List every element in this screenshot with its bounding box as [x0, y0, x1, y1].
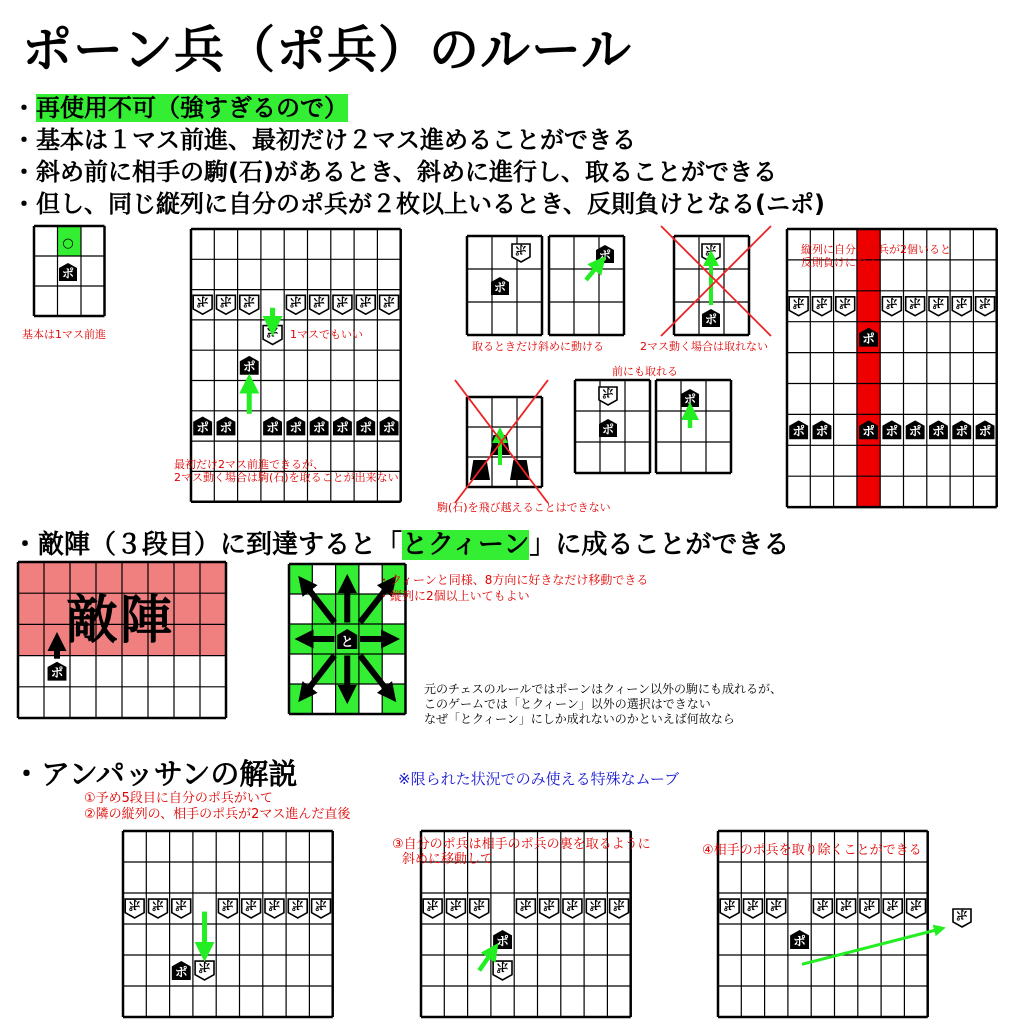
enemy-pawn-label: ポ [746, 897, 760, 913]
promotion-heading [12, 524, 789, 561]
enemy-pawn-label: ポ [838, 295, 852, 311]
enemy-pawn [540, 898, 559, 918]
enemy-pawn [976, 295, 995, 315]
enemy-pawn [125, 898, 144, 918]
own-pawn [193, 417, 212, 436]
enemy-pawn [860, 898, 879, 918]
caption-no-capture-two: 2マス動く場合は取れない [640, 340, 768, 353]
own-pawn-label: ポ [289, 419, 303, 435]
promotion-heading-highlight: とクィーン [402, 530, 530, 560]
own-pawn [599, 419, 617, 437]
enemy-pawn-label: ポ [268, 897, 281, 913]
own-pawn [702, 309, 720, 327]
own-pawn-label: ポ [862, 331, 875, 347]
own-pawn [491, 277, 509, 295]
enemy-pawn [493, 960, 512, 980]
enemy-pawn-label: ポ [566, 897, 579, 913]
en-passant-heading: ・アンパッサンの解説 [12, 757, 298, 791]
enemy-pawn-label: ポ [359, 293, 373, 309]
enemy-pawn-label: ポ [955, 295, 969, 311]
green-arrow [586, 263, 600, 280]
own-pawn [333, 417, 352, 436]
board-nipo [787, 229, 997, 507]
enemy-pawn [720, 898, 739, 918]
own-pawn-label: ポ [932, 423, 945, 439]
enemy-pawn [218, 898, 237, 918]
enemy-pawn-label: ポ [128, 897, 141, 913]
own-pawn [59, 263, 77, 281]
own-pawn [882, 420, 901, 439]
enemy-pawn [953, 907, 971, 927]
enemy-pawn [883, 898, 902, 918]
enemy-pawn-label: ポ [449, 897, 463, 913]
caption-diagonal-capture: 取るときだけ斜めに動ける [472, 340, 604, 353]
enemy-pawn [356, 294, 375, 314]
enemy-pawn-label: ポ [291, 897, 305, 913]
enemy-pawn-label: ポ [336, 293, 349, 309]
enemy-pawn-label: ポ [885, 295, 899, 311]
own-pawn-label: ポ [885, 423, 899, 439]
queen-caption-line1: ・クィーンと同様、8方向に好きなだけ移動できる [378, 573, 649, 587]
enemy-pawn [217, 294, 236, 314]
enemy-pawn-label: ポ [221, 897, 235, 913]
enemy-pawn-label: ポ [266, 324, 279, 340]
promoted-piece-label: と [340, 635, 354, 650]
enemy-pawn [310, 294, 329, 314]
en-passant-step1: ①予め5段目に自分のポ兵がいて [84, 791, 273, 806]
own-pawn-label: ポ [50, 665, 64, 681]
enemy-pawn [172, 898, 191, 918]
en-passant-step4: ④相手のポ兵を取り除くことができる [702, 843, 922, 858]
own-pawn-label: ポ [815, 423, 829, 439]
stone-piece-body [510, 460, 530, 480]
promotion-note-line1: 元のチェスのルールではポーンはクィーン以外の駒にも成れるが、 [424, 682, 782, 696]
own-pawn-label: ポ [601, 422, 615, 437]
own-pawn [952, 420, 971, 439]
rule-no-reuse-highlight: 再使用不可（強すぎるので） [36, 94, 348, 122]
enemy-pawn-label: ポ [769, 897, 783, 913]
promotion-note-line3: なぜ「とクィーン」にしか成れないのかといえば何故なら [424, 712, 735, 726]
own-pawn [240, 356, 259, 375]
own-pawn-label: ポ [793, 933, 806, 949]
own-pawn-label: ポ [598, 248, 612, 263]
enemy-pawn [813, 898, 832, 918]
enemy-pawn [813, 295, 832, 315]
enemy-pawn-label: ポ [472, 897, 486, 913]
rule-diagonal-capture: ・斜め前に相手の駒(石)があるとき、斜めに進行し、取ることができる [12, 158, 777, 186]
en-passant-step2: ②隣の縦列の、相手のポ兵が2マス進んだ直後 [84, 807, 351, 822]
enemy-pawn-label: ポ [174, 897, 188, 913]
enemy-pawn [789, 295, 808, 315]
own-pawn-label: ポ [61, 266, 75, 281]
enemy-pawn-label: ポ [542, 897, 556, 913]
enemy-pawn-label: ポ [519, 897, 533, 913]
own-pawn-label: ポ [382, 419, 396, 435]
enemy-pawn-label: ポ [601, 385, 615, 400]
own-pawn-label: ポ [312, 419, 326, 435]
enemy-pawn-label: ポ [863, 897, 876, 913]
own-pawn-label: ポ [174, 964, 188, 980]
rule-basic-move: ・基本は１マス前進、最初だけ２マス進めることができる [12, 126, 636, 154]
own-pawn [596, 245, 614, 263]
page-title: ポーン兵（ポ兵）のルール [22, 21, 632, 79]
enemy-pawn-label: ポ [382, 293, 396, 309]
own-pawn-label: ポ [955, 423, 969, 439]
own-pawn [172, 961, 191, 980]
rule-nipo-foul: ・但し、同じ縦列に自分のポ兵が２枚以上いるとき、反則負けとなる(ニポ) [12, 190, 825, 218]
enemy-pawn-label: ポ [242, 293, 256, 309]
caption-front-capture: 前にも取れる [612, 365, 678, 378]
enemy-pawn-label: ポ [723, 897, 736, 913]
caption-no-jump: 駒(石)を飛び越えることはできない [437, 501, 611, 514]
promotion-heading-pre: ・敵陣（３段目）に到達すると「 [12, 530, 403, 560]
enemy-pawn-label: ポ [816, 897, 830, 913]
enemy-pawn [263, 324, 282, 344]
enemy-pawn [423, 898, 442, 918]
enemy-pawn-label: ポ [978, 295, 992, 311]
own-pawn-label: ポ [862, 423, 875, 439]
enemy-pawn [767, 898, 786, 918]
enemy-pawn-label: ポ [289, 293, 303, 309]
enemy-pawn [599, 385, 617, 405]
own-pawn [310, 417, 329, 436]
enemy-pawn-label: ポ [908, 295, 922, 311]
caption-one-square-ok: 1マスでもいい [290, 328, 363, 341]
enemy-pawn-label: ポ [792, 295, 805, 311]
board-fill [857, 229, 880, 507]
enemy-pawn [312, 898, 331, 918]
enemy-pawn-label: ポ [955, 907, 969, 922]
own-pawn-label: ポ [908, 423, 922, 439]
enemy-pawn-label: ポ [815, 295, 829, 311]
own-pawn-label: ポ [266, 419, 279, 435]
own-pawn [789, 420, 808, 439]
board-en-passant-1 [123, 831, 333, 1017]
move-circle-mark: ○ [62, 236, 74, 251]
enemy-pawn-label: ポ [151, 897, 165, 913]
own-pawn [217, 417, 236, 436]
enemy-pawn [470, 898, 489, 918]
stone-piece [510, 460, 530, 480]
own-pawn [976, 420, 995, 439]
enemy-pawn [516, 898, 535, 918]
own-pawn-label: ポ [336, 419, 349, 435]
own-pawn-label: ポ [496, 933, 509, 949]
own-pawn [263, 417, 282, 436]
own-pawn [681, 389, 699, 407]
own-pawn-label: ポ [978, 423, 992, 439]
en-passant-step3-line2: 斜めに移動して [402, 852, 494, 867]
own-pawn [286, 417, 305, 436]
green-arrow [802, 929, 940, 964]
own-pawn-label: ポ [683, 392, 697, 407]
enemy-pawn [149, 898, 168, 918]
enemy-pawn [512, 242, 530, 262]
enemy-pawn [242, 898, 261, 918]
enemy-pawn [563, 898, 582, 918]
own-pawn-label: ポ [219, 419, 233, 435]
own-pawn-label: ポ [792, 423, 805, 439]
own-pawn-label: ポ [359, 419, 373, 435]
caption-nipo-line1: 縦列に自分のポ兵が2個いると [801, 243, 951, 256]
own-pawn-label: ポ [242, 359, 256, 375]
enemy-pawn-label: ポ [426, 897, 439, 913]
enemy-pawn-label: ポ [612, 897, 626, 913]
enemy-pawn-label: ポ [219, 293, 233, 309]
enemy-pawn [333, 294, 352, 314]
own-pawn-label: ポ [493, 280, 507, 295]
own-pawn [929, 420, 948, 439]
enemy-pawn [882, 295, 901, 315]
caption-first-two-line1: 最初だけ2マス前進できるが、 [174, 458, 324, 471]
enemy-pawn-label: ポ [839, 897, 853, 913]
own-pawn [493, 930, 512, 949]
enemy-pawn [952, 295, 971, 315]
enemy-pawn-label: ポ [314, 897, 328, 913]
own-pawn-label: ポ [704, 312, 718, 327]
enemy-pawn [586, 898, 605, 918]
enemy-pawn [744, 898, 763, 918]
caption-first-two-line2: 2マス動く場合は駒(石)を取ることが出来ない [174, 471, 399, 484]
en-passant-step3-line1: ③自分のポ兵は相手のポ兵の裏を取るように [392, 837, 651, 852]
queen-caption-line2: ・縦列に2個以上いてもよい [378, 589, 530, 603]
own-pawn [813, 420, 832, 439]
enemy-pawn-label: ポ [312, 293, 326, 309]
rule-bullet: ・ [12, 94, 36, 122]
enemy-pawn-label: ポ [496, 959, 509, 975]
enemy-pawn [836, 295, 855, 315]
own-pawn [380, 417, 399, 436]
enemy-pawn [610, 898, 629, 918]
own-pawn [790, 930, 809, 949]
enemy-pawn [837, 898, 856, 918]
enemy-pawn [929, 295, 948, 315]
enemy-pawn-label: ポ [198, 959, 211, 975]
caption-nipo-line2: 反則負けになる [801, 256, 878, 269]
enemy-pawn-label: ポ [589, 897, 603, 913]
enemy-pawn-label: ポ [932, 295, 945, 311]
own-pawn [48, 662, 67, 681]
enemy-pawn [193, 294, 212, 314]
caption-basic-move: 基本は1マス前進 [22, 328, 106, 341]
promotion-heading-post: 」に成ることができる [529, 530, 790, 560]
promotion-note-line2: このゲームでは「とクィーン」以外の選択はできない [424, 697, 711, 711]
enemy-pawn [286, 294, 305, 314]
enemy-pawn-label: ポ [514, 242, 528, 257]
enemy-pawn [240, 294, 259, 314]
own-pawn-label: ポ [196, 419, 209, 435]
enemy-zone-label: 敵陣 [66, 591, 175, 651]
enemy-pawn [380, 294, 399, 314]
own-pawn [356, 417, 375, 436]
enemy-pawn [907, 898, 926, 918]
enemy-pawn [265, 898, 284, 918]
enemy-pawn-label: ポ [909, 897, 923, 913]
own-pawn [906, 420, 925, 439]
enemy-pawn-label: ポ [704, 242, 718, 257]
en-passant-subheading: ※限られた状況でのみ使える特殊なムーブ [398, 770, 680, 788]
enemy-pawn-label: ポ [886, 897, 900, 913]
enemy-pawn [447, 898, 466, 918]
enemy-pawn-label: ポ [196, 293, 209, 309]
enemy-pawn-label: ポ [244, 897, 258, 913]
enemy-pawn [288, 898, 307, 918]
enemy-pawn [906, 295, 925, 315]
enemy-pawn [195, 960, 214, 980]
